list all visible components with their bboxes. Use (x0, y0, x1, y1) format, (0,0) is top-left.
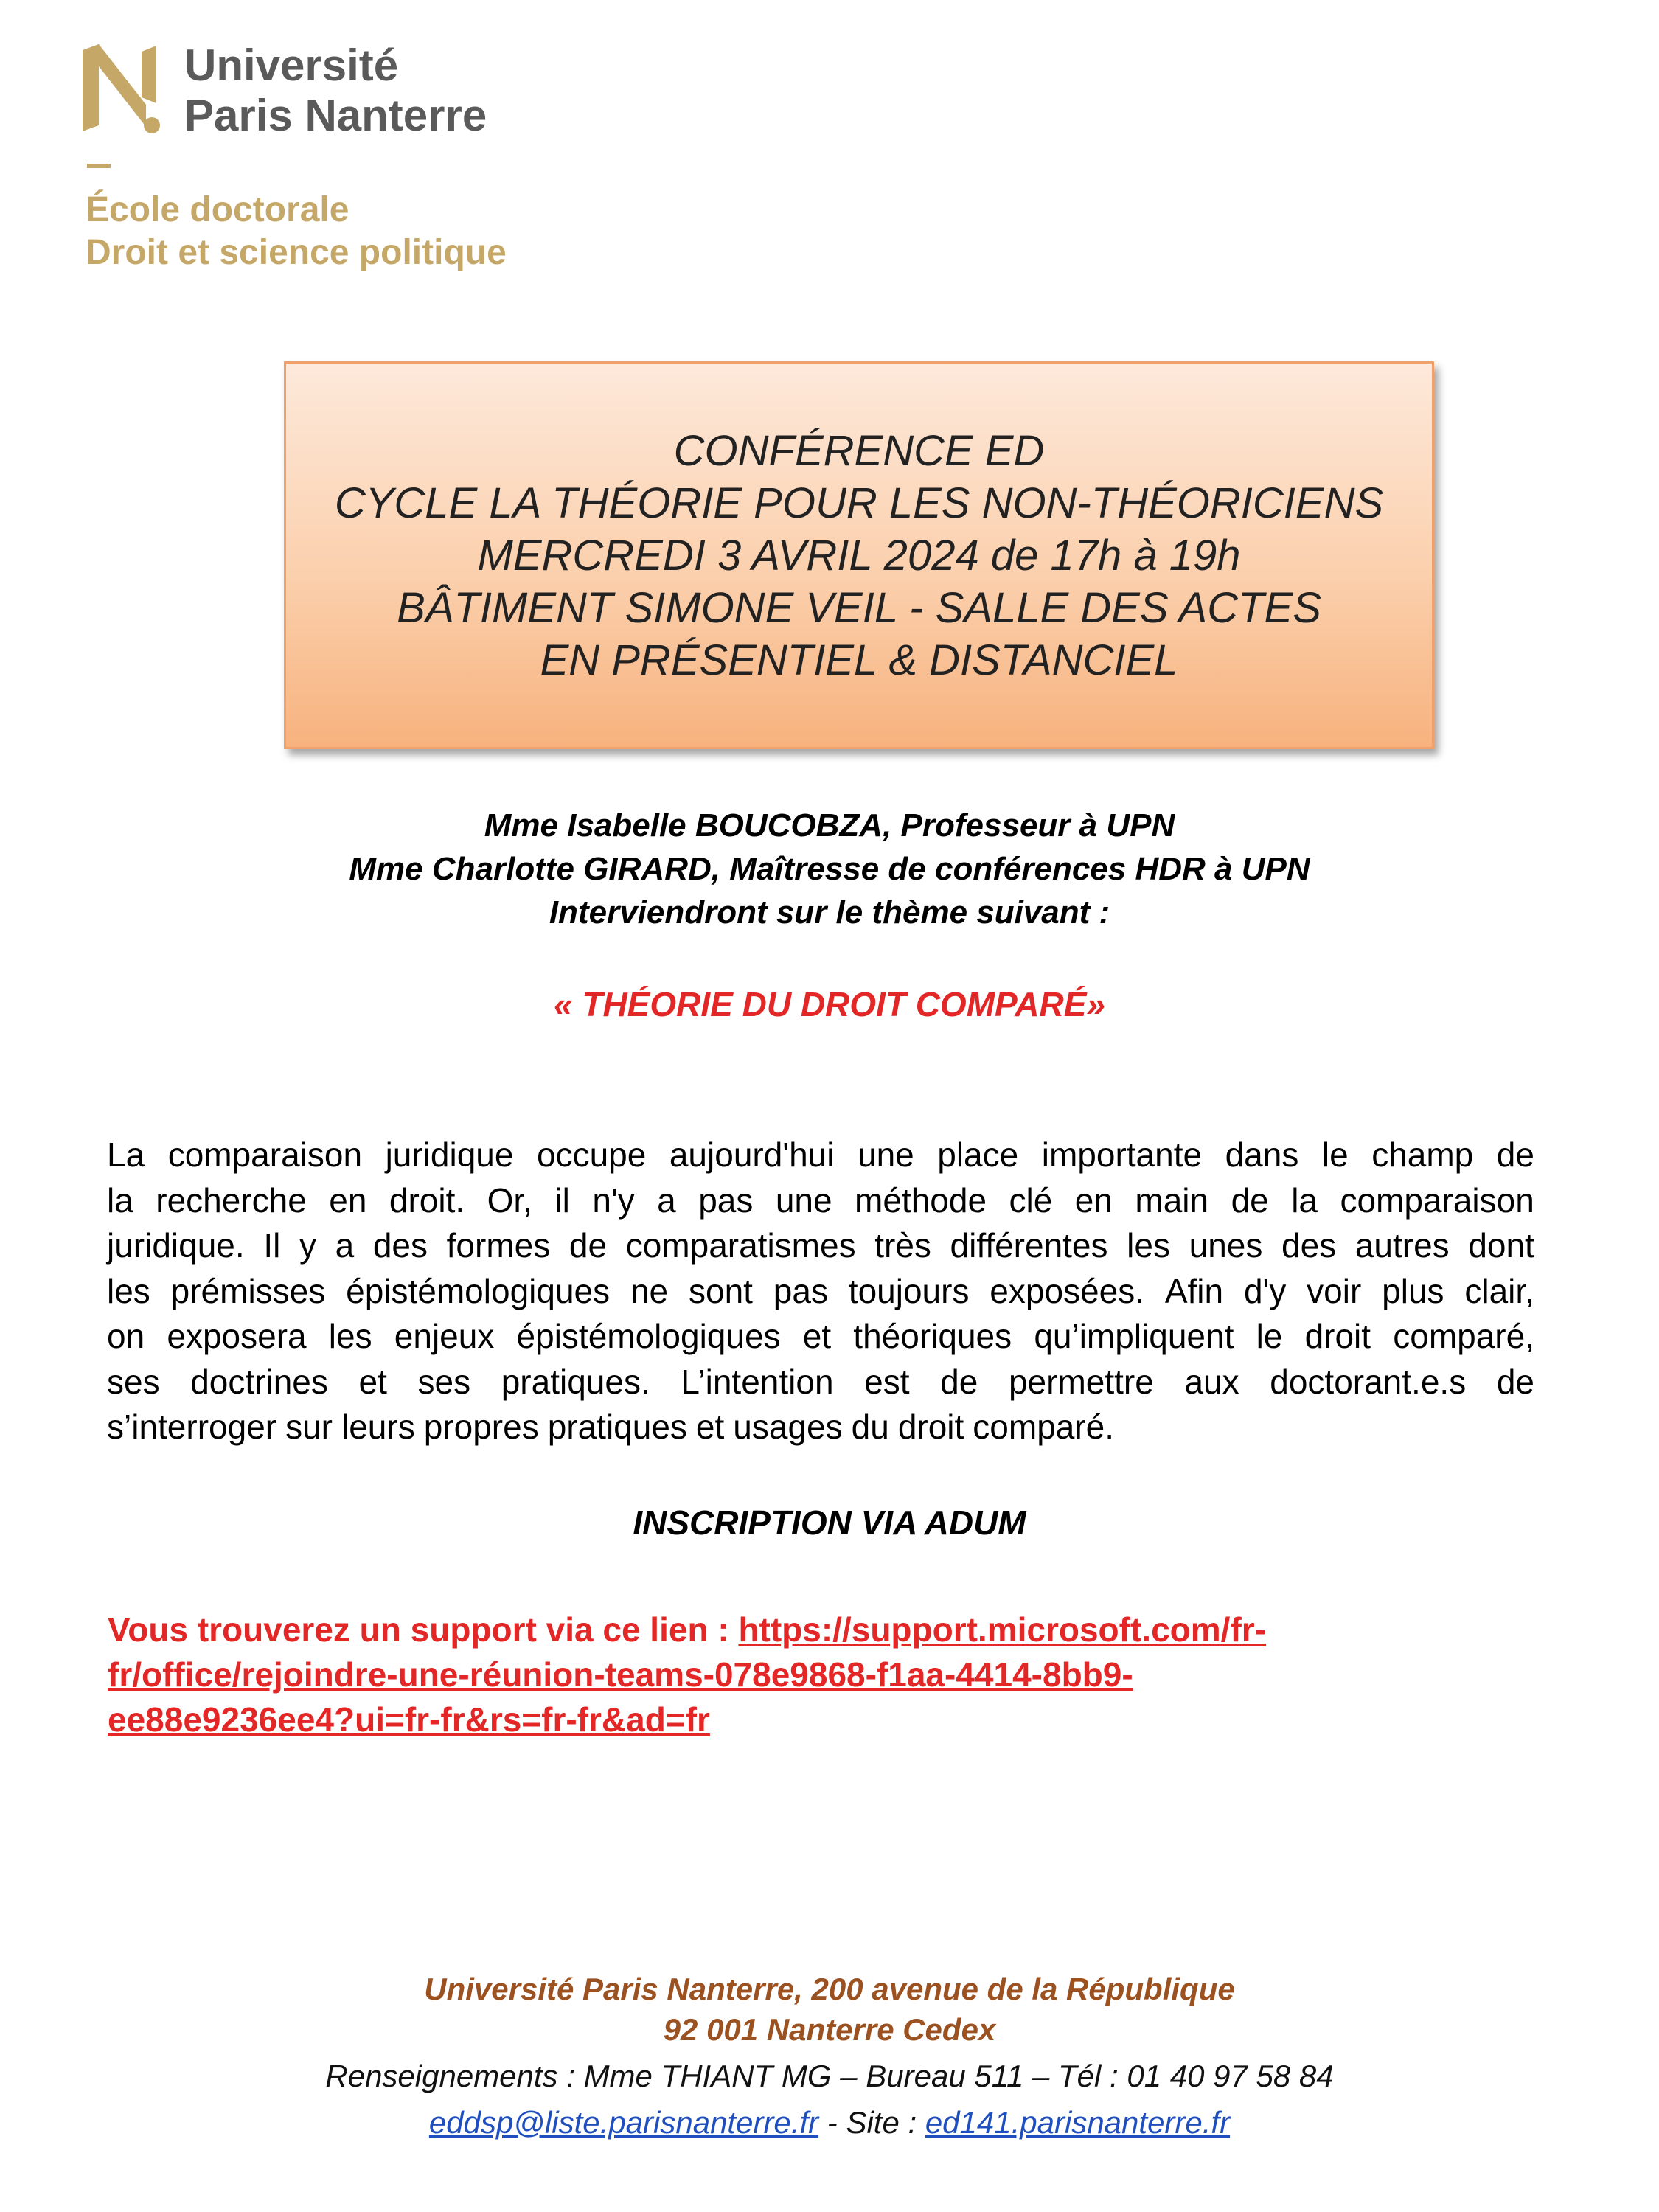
abstract-word: Il (263, 1226, 281, 1265)
abstract-line (107, 1223, 1534, 1269)
support-link-continued[interactable]: fr/office/rejoindre-une-réunion-teams-078e9868-f1aa-4414-8bb9- (108, 1655, 1133, 1694)
abstract-word: s’interroger (107, 1408, 277, 1446)
abstract-word: permettre (1008, 1362, 1154, 1401)
abstract-word: les (1127, 1226, 1170, 1265)
site-link[interactable]: ed141.parisnanterre.fr (925, 2105, 1231, 2140)
support-text: Vous trouverez un support via ce lien : (108, 1610, 739, 1649)
abstract-word: sont (688, 1271, 753, 1310)
logo-school-line2: Droit et science politique (86, 233, 507, 272)
abstract-line (107, 1405, 1534, 1450)
abstract-word: recherche (156, 1180, 307, 1220)
abstract-word: a (335, 1226, 355, 1265)
inscription-notice: INSCRIPTION VIA ADUM (633, 1503, 1026, 1542)
abstract-word: autres (1354, 1226, 1450, 1265)
abstract-word: épistémologiques (346, 1271, 611, 1310)
abstract-word: le (1256, 1317, 1283, 1355)
abstract-word: les (107, 1271, 150, 1310)
banner-line: MERCREDI 3 AVRIL 2024 de 17h à 19h (477, 531, 1241, 580)
abstract-word: de (1231, 1180, 1269, 1220)
abstract-word: est (864, 1362, 910, 1401)
banner-line: CONFÉRENCE ED (673, 426, 1045, 475)
support-link[interactable]: https://support.microsoft.com/fr- (738, 1610, 1266, 1649)
abstract-word: qu’impliquent (1034, 1317, 1234, 1355)
speakers-block (0, 804, 1659, 934)
abstract-word: exposées. (990, 1271, 1144, 1310)
abstract-word: n'y (592, 1180, 635, 1220)
footer-contact-info: Renseignements : Mme THIANT MG – Bureau 511 – Tél : 01 40 97 58 84 (325, 2059, 1334, 2093)
university-logo (83, 37, 525, 280)
abstract-word: place (937, 1135, 1019, 1174)
abstract-word: de (1496, 1362, 1534, 1401)
abstract-word: doctrines (190, 1362, 328, 1401)
abstract-word: unes (1189, 1226, 1263, 1265)
logo-university-name: Paris Nanterre (184, 91, 487, 140)
abstract-word: comparaison (1340, 1180, 1534, 1220)
abstract-word: La (107, 1135, 145, 1174)
abstract-word: sur (285, 1408, 333, 1446)
abstract-word: y (299, 1226, 316, 1265)
abstract-word: épistémologiques (516, 1317, 781, 1355)
support-block (108, 1607, 1509, 1742)
abstract-word: exposera (167, 1317, 307, 1355)
abstract-word: clé (1009, 1180, 1053, 1220)
abstract-word: droit. (389, 1180, 465, 1220)
abstract-word: comparatismes (625, 1226, 856, 1265)
abstract-line (107, 1133, 1534, 1178)
abstract-word: très (874, 1226, 931, 1265)
abstract-word: ne (630, 1271, 669, 1310)
email-link[interactable]: eddsp@liste.parisnanterre.fr (428, 2105, 819, 2140)
abstract-word: et (358, 1362, 387, 1401)
abstract-line (107, 1269, 1534, 1315)
abstract-word: a (657, 1180, 676, 1220)
abstract-word: droit (897, 1408, 964, 1446)
abstract-word: juridique. (107, 1226, 245, 1265)
abstract-word: comparaison (167, 1135, 363, 1174)
abstract-word: de (940, 1362, 978, 1401)
abstract-word: comparé. (973, 1408, 1115, 1446)
abstract-word: pratiques (547, 1408, 687, 1446)
abstract-word: méthode (855, 1180, 987, 1220)
banner-line: BÂTIMENT SIMONE VEIL - SALLE DES ACTES (397, 583, 1321, 632)
conference-banner (284, 361, 1434, 749)
abstract-word: comparé, (1393, 1317, 1534, 1355)
abstract-word: ses (107, 1362, 160, 1401)
abstract-word: champ (1371, 1135, 1474, 1174)
nanterre-logo-icon (83, 44, 164, 140)
abstract-word: propres (423, 1408, 539, 1446)
abstract-word: des (1281, 1226, 1337, 1265)
abstract-line (107, 1178, 1534, 1224)
banner-line: CYCLE LA THÉORIE POUR LES NON-THÉORICIENS (334, 479, 1384, 527)
conference-theme: « THÉORIE DU DROIT COMPARÉ» (554, 985, 1105, 1023)
abstract-word: d'y (1243, 1271, 1287, 1310)
abstract-word: Or, (487, 1180, 532, 1220)
abstract-word: formes (446, 1226, 551, 1265)
abstract-word: plus (1382, 1271, 1444, 1310)
footer-links (0, 2099, 1659, 2146)
banner-line: EN PRÉSENTIEL & DISTANCIEL (540, 636, 1178, 684)
footer-address: Université Paris Nanterre, 200 avenue de la République (424, 1972, 1235, 2006)
speaker-line: Mme Charlotte GIRARD, Maîtresse de conférences HDR à UPN (349, 851, 1310, 887)
abstract-word: usages (733, 1408, 843, 1446)
abstract-word: pas (698, 1180, 754, 1220)
footer (0, 1969, 1659, 2146)
abstract-line (107, 1314, 1534, 1360)
abstract-word: voir (1307, 1271, 1362, 1310)
logo-divider (87, 164, 111, 168)
abstract-word: aujourd'hui (669, 1135, 835, 1174)
footer-separator: - Site : (818, 2105, 925, 2140)
abstract-word: main (1135, 1180, 1209, 1220)
abstract-word: et (802, 1317, 832, 1355)
abstract-word: les (328, 1317, 372, 1355)
abstract-word: ses (417, 1362, 471, 1401)
abstract-word: de (1496, 1135, 1534, 1174)
abstract-word: clair, (1464, 1271, 1534, 1310)
abstract-word: une (775, 1180, 832, 1220)
abstract-word: des (372, 1226, 428, 1265)
logo-school-line1: École doctorale (86, 190, 349, 229)
abstract-word: enjeux (394, 1317, 495, 1355)
abstract-word: leurs (341, 1408, 415, 1446)
abstract-word: théoriques (853, 1317, 1012, 1355)
support-link-end[interactable]: ee88e9236ee4?ui=fr-fr&rs=fr-fr&ad=fr (108, 1700, 710, 1739)
footer-postal: 92 001 Nanterre Cedex (663, 2012, 996, 2047)
abstract-word: la (1291, 1180, 1318, 1220)
abstract-word: en (329, 1180, 367, 1220)
abstract-word: importante (1041, 1135, 1203, 1174)
abstract-word: du (851, 1408, 889, 1446)
abstract-word: il (554, 1180, 570, 1220)
abstract-word: juridique (385, 1135, 514, 1174)
abstract-word: la (107, 1180, 133, 1220)
abstract-word: une (857, 1135, 914, 1174)
abstract-word: dans (1225, 1135, 1299, 1174)
abstract-word: on (107, 1317, 145, 1355)
abstract-word: de (568, 1226, 608, 1265)
abstract-word: en (1074, 1180, 1113, 1220)
speaker-intro: Interviendront sur le thème suivant : (549, 894, 1110, 931)
abstract-word: aux (1184, 1362, 1239, 1401)
abstract-word: Afin (1164, 1271, 1224, 1310)
abstract-word: toujours (848, 1271, 970, 1310)
logo-university-text: Université (184, 41, 399, 90)
speaker-line: Mme Isabelle BOUCOBZA, Professeur à UPN (484, 807, 1175, 844)
abstract-word: dont (1468, 1226, 1534, 1265)
abstract-word: doctorant.e.s (1270, 1362, 1467, 1401)
abstract-word: le (1321, 1135, 1349, 1174)
abstract-word: pas (773, 1271, 828, 1310)
abstract-word: prémisses (170, 1271, 326, 1310)
abstract-word: différentes (950, 1226, 1108, 1265)
abstract-line (107, 1360, 1534, 1405)
abstract-word: et (695, 1408, 725, 1446)
abstract-word: droit (1304, 1317, 1371, 1355)
abstract-word: pratiques. (501, 1362, 650, 1401)
abstract-word: occupe (536, 1135, 647, 1174)
abstract-paragraph (107, 1133, 1534, 1450)
abstract-word: L’intention (681, 1362, 834, 1401)
